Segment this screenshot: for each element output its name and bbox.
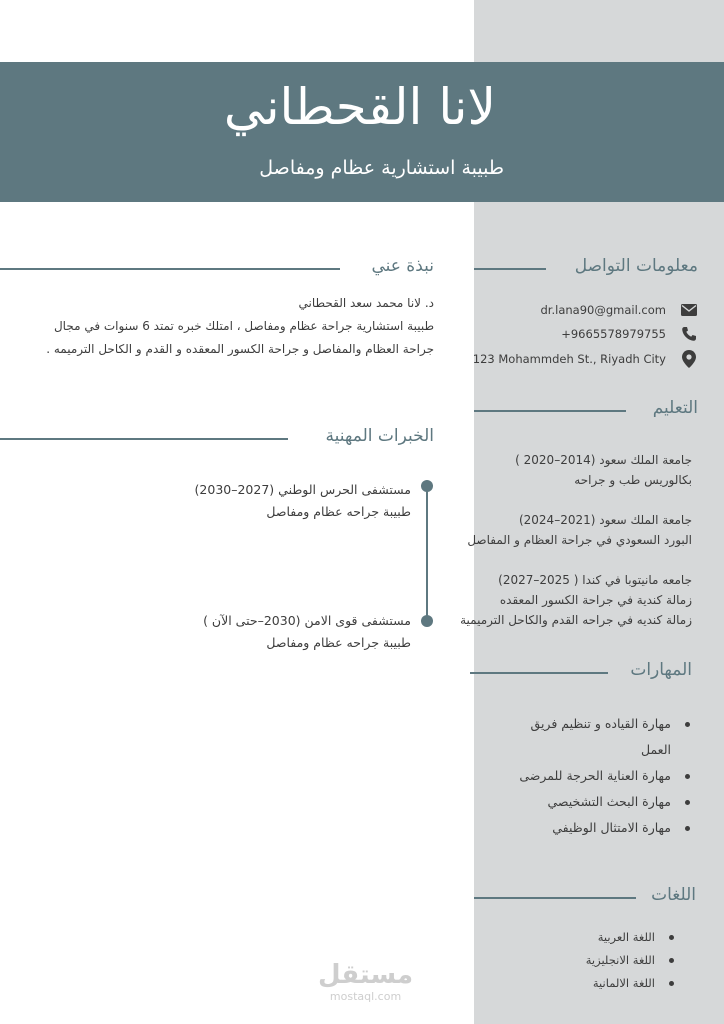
experience-place: مستشفى الحرس الوطني (2027–2030)	[194, 482, 411, 497]
skill-text-continued: العمل	[640, 742, 671, 757]
watermark-latin: mostaql.com	[329, 990, 402, 1003]
language-text: اللغة العربية	[597, 930, 655, 944]
bullet	[685, 800, 690, 805]
contact-phone-row	[561, 323, 698, 345]
skill-item	[519, 711, 690, 763]
bullet	[669, 935, 674, 940]
education-line: زمالة كندية في جراحة الكسور المعقده	[499, 593, 692, 607]
experience-item	[203, 610, 411, 654]
bullet	[685, 722, 690, 727]
timeline-dot	[421, 615, 433, 627]
contact-heading: معلومات التواصل	[574, 256, 698, 276]
education-line: البورد السعودي في جراحة العظام و المفاصل	[467, 533, 692, 547]
skills-list	[519, 711, 690, 841]
language-item	[586, 949, 674, 972]
phone-icon	[680, 325, 698, 343]
bullet	[685, 826, 690, 831]
about-line-1: د. لانا محمد سعد القحطاني	[298, 296, 434, 310]
skill-text: مهارة الامتثال الوظيفي	[552, 820, 671, 835]
languages-heading: اللغات	[651, 885, 696, 905]
education-line: جامعة الملك سعود (2021–2024)	[518, 513, 692, 527]
contact-phone: +9665578979755	[561, 327, 666, 341]
language-item	[586, 972, 674, 995]
location-pin-icon	[680, 350, 698, 368]
experience-item	[195, 479, 411, 523]
education-divider	[474, 410, 626, 412]
about-line-3: جراحة العظام والمفاصل و جراحة الكسور المعقده و القدم و الكاحل الترميمه .	[46, 342, 434, 356]
language-text: اللغة الالمانية	[592, 976, 655, 990]
mail-icon	[680, 301, 698, 319]
languages-list	[586, 926, 674, 995]
education-item	[460, 570, 692, 630]
education-line: زمالة كنديه في جراحه القدم والكاحل الترميمية	[460, 613, 692, 627]
contact-email-row	[541, 299, 699, 321]
skill-text: مهارة العناية الحرجة للمرضى	[519, 768, 671, 783]
skill-item	[519, 763, 690, 789]
contact-email: dr.lana90@gmail.com	[540, 303, 666, 317]
experience-timeline	[426, 486, 428, 622]
education-item	[515, 450, 692, 490]
education-line: بكالوريس طب و جراحه	[574, 473, 692, 487]
person-name: لانا القحطاني	[223, 78, 496, 136]
contact-address: 123 Mohammdeh St., Riyadh City	[472, 352, 666, 366]
about-line-2: طبيبة استشارية جراحة عظام ومفاصل ، امتلك خبره تمتد 6 سنوات في مجال	[53, 319, 434, 333]
job-title: طبيبة استشارية عظام ومفاصل	[259, 157, 504, 179]
skill-text: مهارة البحث التشخيصي	[547, 794, 671, 809]
bullet	[669, 958, 674, 963]
skills-divider	[470, 672, 608, 674]
education-line: جامعه مانيتوبا في كندا ( 2025–2027)	[498, 573, 692, 587]
language-text: اللغة الانجليزية	[585, 953, 655, 967]
about-divider	[0, 268, 340, 270]
about-text	[24, 292, 434, 361]
mostaql-watermark	[318, 960, 413, 1004]
language-item	[586, 926, 674, 949]
experience-heading: الخبرات المهنية	[325, 426, 434, 446]
skill-text: مهارة القياده و تنظيم فريق	[530, 716, 671, 731]
skills-heading: المهارات	[630, 660, 692, 680]
experience-divider	[0, 438, 288, 440]
contact-address-row	[473, 348, 698, 370]
experience-place: مستشفى قوى الامن (2030–حتى الآن )	[203, 613, 411, 628]
about-heading: نبذة عني	[371, 256, 434, 276]
contact-divider	[474, 268, 546, 270]
skill-item	[519, 789, 690, 815]
bullet	[669, 981, 674, 986]
timeline-dot	[421, 480, 433, 492]
bullet	[685, 774, 690, 779]
experience-role: طبيبة جراحه عظام ومفاصل	[266, 635, 411, 650]
experience-role: طبيبة جراحه عظام ومفاصل	[266, 504, 411, 519]
education-heading: التعليم	[652, 398, 698, 418]
skill-item	[519, 815, 690, 841]
languages-divider	[474, 897, 636, 899]
education-item	[467, 510, 692, 550]
education-line: جامعة الملك سعود (2014–2020 )	[515, 453, 692, 467]
watermark-arabic: مستقل	[318, 960, 414, 990]
